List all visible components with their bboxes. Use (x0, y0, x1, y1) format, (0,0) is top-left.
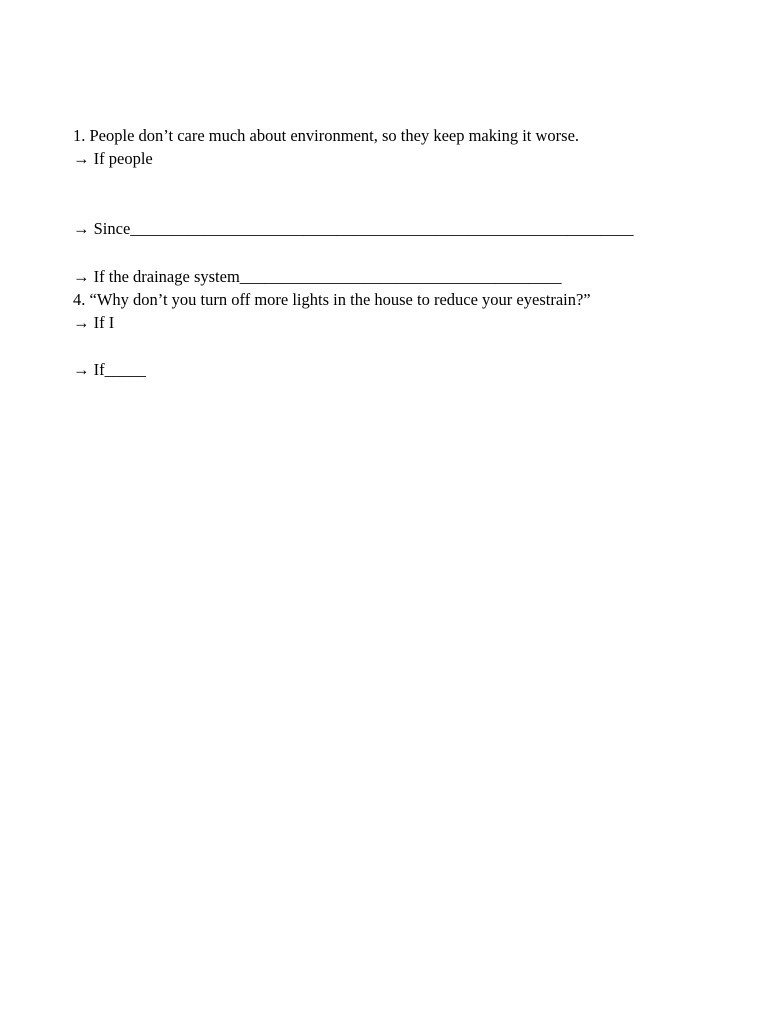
answer-5-prompt: → If_____ (73, 360, 146, 379)
answer-1-prompt: → If people (73, 149, 153, 168)
answer-4-prompt: → If I (73, 313, 115, 332)
answer-2-prompt: → Since_____________________________________________________________ (73, 219, 634, 238)
answer-3-prompt: → If the drainage system_______________________________________ (73, 267, 562, 286)
question-4-text: 4. “Why don’t you turn off more lights in the house to reduce your eyestrain?” (73, 290, 591, 309)
question-1-text: 1. People don’t care much about environment, so they keep making it worse. (73, 126, 580, 145)
